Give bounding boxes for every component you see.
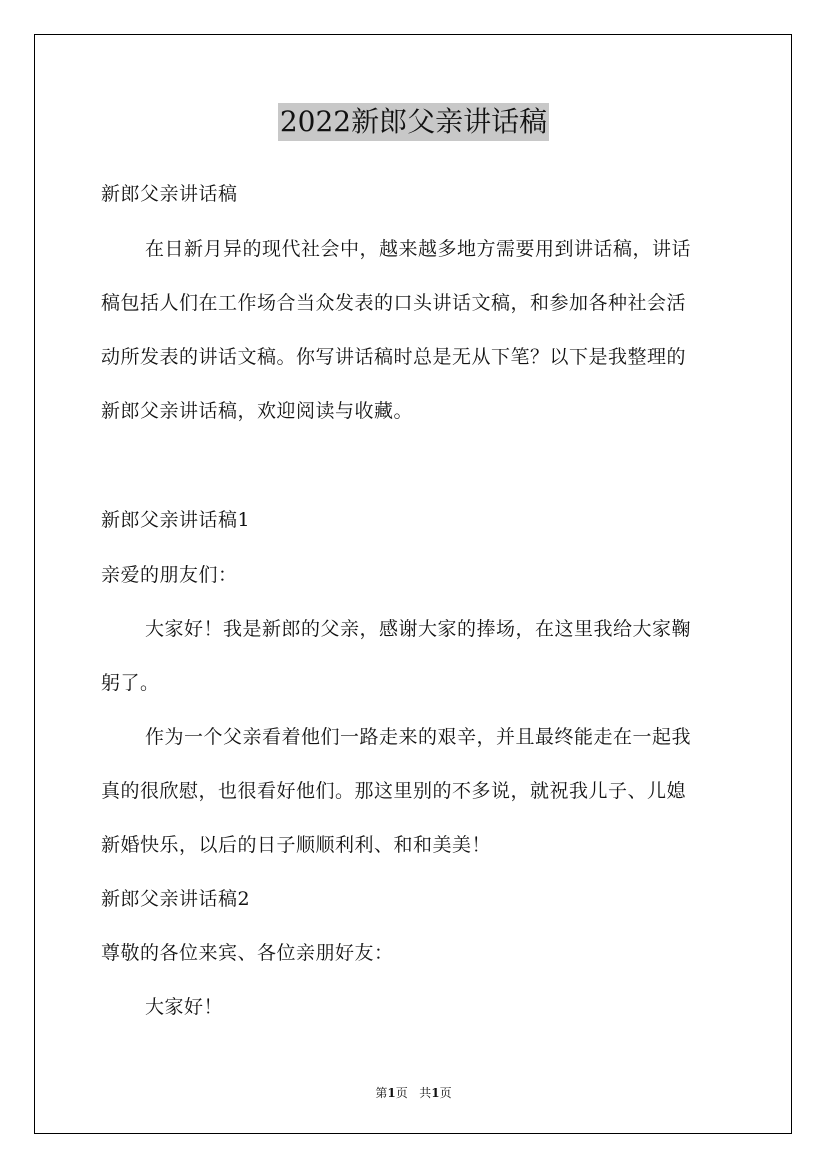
paragraph-line: 新婚快乐，以后的日子顺顺利利、和和美美！ bbox=[101, 834, 492, 856]
paragraph-line: 真的很欣慰，也很看好他们。那这里别的不多说，就祝我儿子、儿媳 bbox=[101, 780, 687, 802]
title-container bbox=[0, 103, 827, 141]
footer-page-prefix: 第 bbox=[375, 1086, 388, 1100]
paragraph-line: 大家好！我是新郎的父亲，感谢大家的捧场，在这里我给大家鞠 bbox=[145, 618, 692, 640]
paragraph-line: 动所发表的讲话文稿。你写讲话稿时总是无从下笔？以下是我整理的 bbox=[101, 346, 687, 368]
footer-total-prefix: 共 bbox=[419, 1086, 432, 1100]
footer-total-suffix: 页 bbox=[439, 1086, 452, 1100]
paragraph-line: 稿包括人们在工作场合当众发表的口头讲话文稿，和参加各种社会活 bbox=[101, 292, 687, 314]
section-heading: 新郎父亲讲话稿1 bbox=[101, 509, 251, 531]
section-heading: 新郎父亲讲话稿 bbox=[101, 183, 238, 205]
footer-page-number: 1 bbox=[387, 1086, 396, 1100]
paragraph-line: 躬了。 bbox=[101, 672, 160, 694]
paragraph-line: 新郎父亲讲话稿，欢迎阅读与收藏。 bbox=[101, 400, 414, 422]
greeting-line: 亲爱的朋友们： bbox=[101, 564, 238, 586]
section-heading: 新郎父亲讲话稿2 bbox=[101, 888, 251, 910]
footer-page-suffix: 页 bbox=[395, 1086, 408, 1100]
page-footer bbox=[0, 1085, 827, 1101]
paragraph-line: 大家好！ bbox=[145, 996, 224, 1018]
paragraph-line: 作为一个父亲看着他们一路走来的艰辛，并且最终能走在一起我 bbox=[145, 726, 692, 748]
document-title: 2022新郎父亲讲话稿 bbox=[278, 103, 549, 141]
paragraph-line: 在日新月异的现代社会中，越来越多地方需要用到讲话稿，讲话 bbox=[145, 238, 692, 260]
footer-total-pages: 1 bbox=[431, 1086, 440, 1100]
greeting-line: 尊敬的各位来宾、各位亲朋好友： bbox=[101, 942, 394, 964]
